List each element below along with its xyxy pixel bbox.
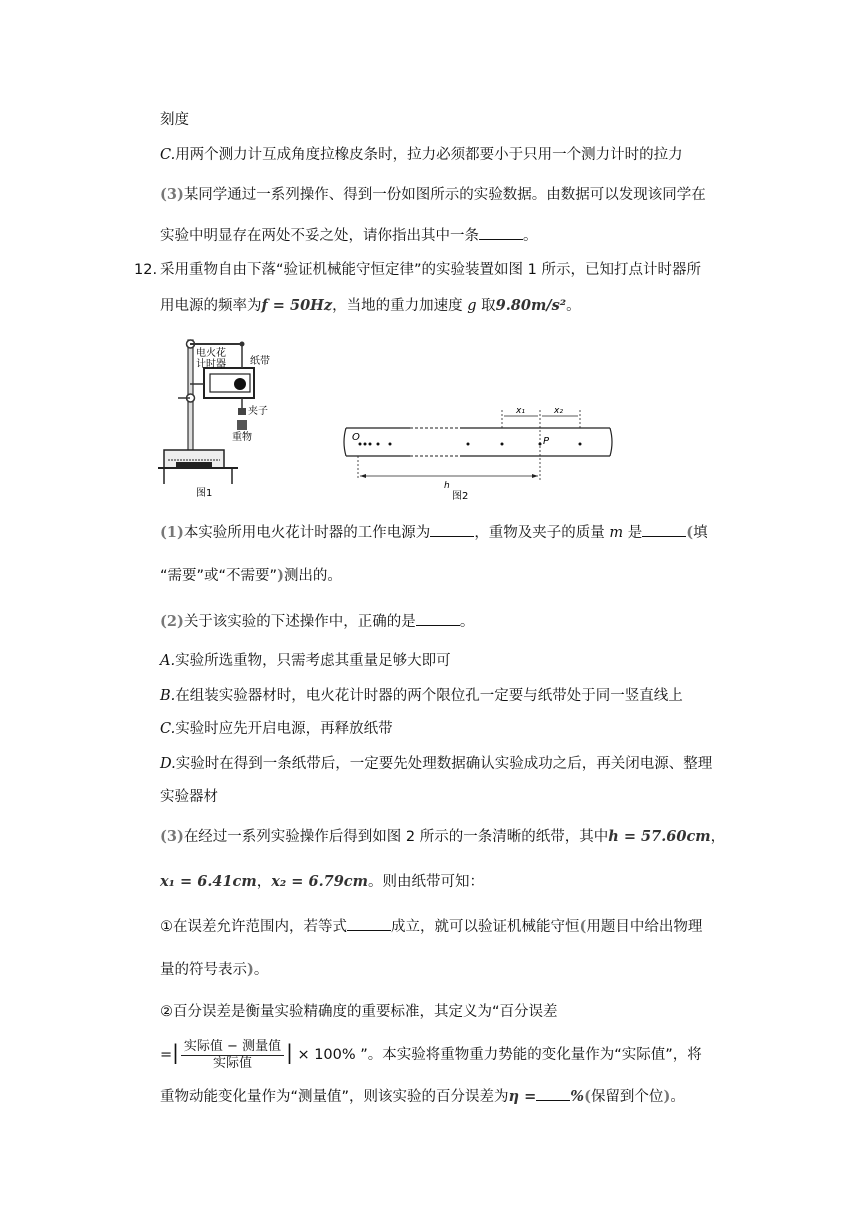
figure-2-caption: 图2 — [452, 491, 469, 500]
sub1-line2: 量的符号表示)。 — [160, 961, 269, 978]
option-c: C.实验时应先开启电源，再释放纸带 — [160, 721, 393, 737]
option-b: B.在组装实验器材时，电火花计时器的两个限位孔一定要与纸带处于同一竖直线上 — [160, 688, 683, 704]
sub1-line1: ①在误差允许范围内，若等式 成立，就可以验证机械能守恒(用题目中给出物理 — [160, 918, 703, 935]
part3-line1: (3)在经过一系列实验操作后得到如图 2 所示的一条清晰的纸带，其中h = 57.60cm， — [160, 828, 726, 845]
answer-blank-mass[interactable] — [642, 522, 686, 537]
label-h: h — [444, 481, 450, 491]
answer-blank-percent[interactable] — [536, 1086, 570, 1101]
answer-blank-power[interactable] — [430, 522, 474, 537]
part3-previous: (3)某同学通过一系列操作、得到一份如图所示的实验数据。由数据可以发现该同学在 — [160, 186, 706, 203]
label-clip: 夹子 — [248, 406, 268, 417]
label-tape: 纸带 — [250, 356, 270, 367]
label-timer-1: 电火花 — [196, 348, 226, 359]
label-weight: 重物 — [232, 432, 252, 443]
question-12-line1: 采用重物自由下落“验证机械能守恒定律”的实验装置如图 1 所示，已知打点计时器所 — [160, 262, 701, 278]
label-x2: x₂ — [554, 406, 563, 416]
part2-stem: (2)关于该实验的下述操作中，正确的是 。 — [160, 613, 475, 630]
option-c-previous: C.用两个测力计互成角度拉橡皮条时，拉力必须都要小于只用一个测力计时的拉力 — [160, 147, 683, 163]
part1-line2: “需要”或“不需要”)测出的。 — [160, 567, 342, 584]
question-12-line2: 用电源的频率为f = 50Hz，当地的重力加速度 g 取9.80m/s²。 — [160, 297, 581, 314]
text-line-kedu: 刻度 — [160, 112, 189, 128]
label-p: P — [543, 436, 550, 447]
label-o: O — [352, 432, 360, 443]
label-x1: x₁ — [516, 406, 525, 416]
option-d-cont: 实验器材 — [160, 789, 218, 805]
part1-line1: (1)本实验所用电火花计时器的工作电源为 ，重物及夹子的质量 m 是 (填 — [160, 524, 708, 541]
answer-blank-option[interactable] — [416, 611, 460, 626]
sub2-line1: ②百分误差是衡量实验精确度的重要标准，其定义为“百分误差 — [160, 1004, 558, 1020]
part3-previous-cont: 实验中明显存在两处不妥之处，请你指出其中一条 。 — [160, 225, 538, 246]
label-timer-2: 计时器 — [196, 359, 226, 370]
sub2-line3: 重物动能变化量作为“测量值”，则该实验的百分误差为η = %(保留到个位)。 — [160, 1088, 685, 1105]
answer-blank[interactable] — [479, 225, 523, 240]
question-number: 12. — [134, 262, 158, 278]
sub2-formula-line: =| $\frac{\text{实际值 − 测量值}}{\text{实际值}}$ | × 100% ”。本实验将重物重力势能的变化量作为“实际值”，将 — [160, 1038, 702, 1071]
option-a: A.实验所选重物，只需考虑其重量足够大即可 — [160, 653, 451, 669]
figure-2-paper-tape — [340, 400, 616, 500]
figure-1-apparatus — [158, 334, 273, 500]
figure-1-caption: 图1 — [196, 488, 213, 499]
option-d: D.实验时在得到一条纸带后，一定要先处理数据确认实验成功之后，再关闭电源、整理 — [160, 756, 713, 772]
part3-line2: x₁ = 6.41cm，x₂ = 6.79cm。则由纸带可知： — [160, 873, 484, 890]
percent-error-fraction: $\frac{\text{实际值 − 测量值}}{\text{实际值}}$ — [181, 1039, 284, 1072]
answer-blank-equation[interactable] — [347, 916, 391, 931]
